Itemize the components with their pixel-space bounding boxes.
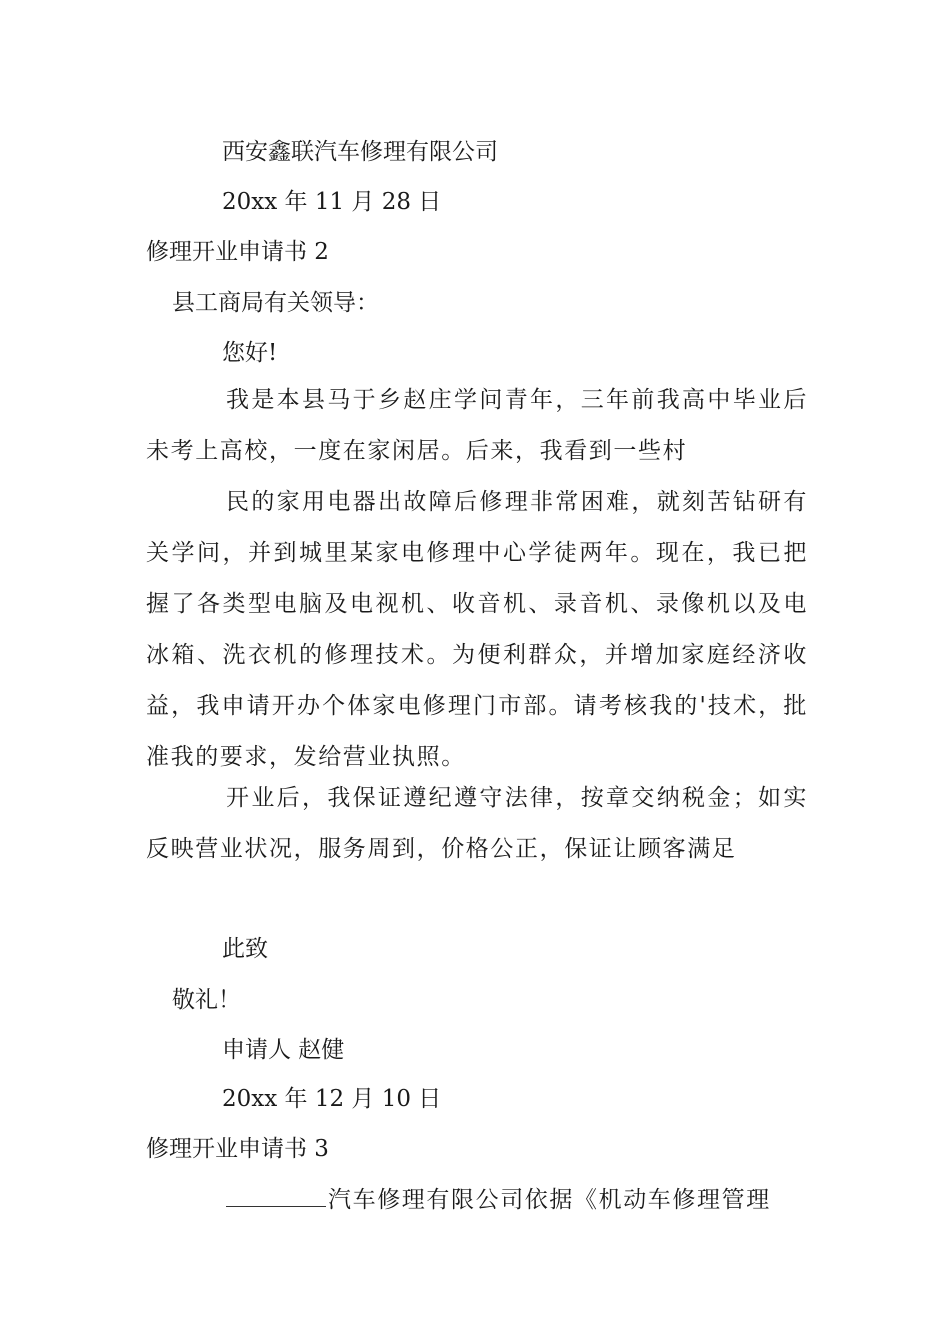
closing-cizhi: 此致 [222, 936, 268, 962]
date-line: 20xx 年 12 月 10 日 [222, 1086, 442, 1112]
salutation: 县工商局有关领导： [172, 290, 379, 316]
greeting: 您好! [222, 340, 278, 366]
fill-in-blank [226, 1184, 326, 1207]
date-line: 20xx 年 11 月 28 日 [222, 189, 442, 215]
company-name: 西安鑫联汽车修理有限公司 [222, 139, 498, 165]
applicant-line: 申请人 赵健 [222, 1037, 345, 1063]
section-heading: 修理开业申请书 2 [146, 239, 329, 265]
body-paragraph-first-line [226, 1184, 771, 1215]
body-paragraph-2: 民的家用电器出故障后修理非常困难，就刻苦钻研有关学问，并到城里某家电修理中心学徒两年。现在，我已把握了各类型电脑及电视机、收音机、录音机、录像机以及电冰箱、洗衣机的修理技术。为便利群众，并增加家庭经济收益，我申请开办个体家电修理门市部。请考核我的'技术，批准我的要求，发给营业执照。 [146, 489, 808, 770]
paragraph-text: 汽车修理有限公司依据《机动车修理管理 [328, 1187, 771, 1213]
body-paragraph-1: 我是本县马于乡赵庄学问青年，三年前我高中毕业后未考上高校，一度在家闲居。后来，我看到一些村 [146, 387, 808, 464]
closing-jingli: 敬礼！ [172, 987, 241, 1013]
section-heading: 修理开业申请书 3 [146, 1136, 329, 1162]
body-paragraph-3: 开业后，我保证遵纪遵守法律，按章交纳税金；如实反映营业状况，服务周到，价格公正，保证让顾客满足 [146, 785, 808, 862]
